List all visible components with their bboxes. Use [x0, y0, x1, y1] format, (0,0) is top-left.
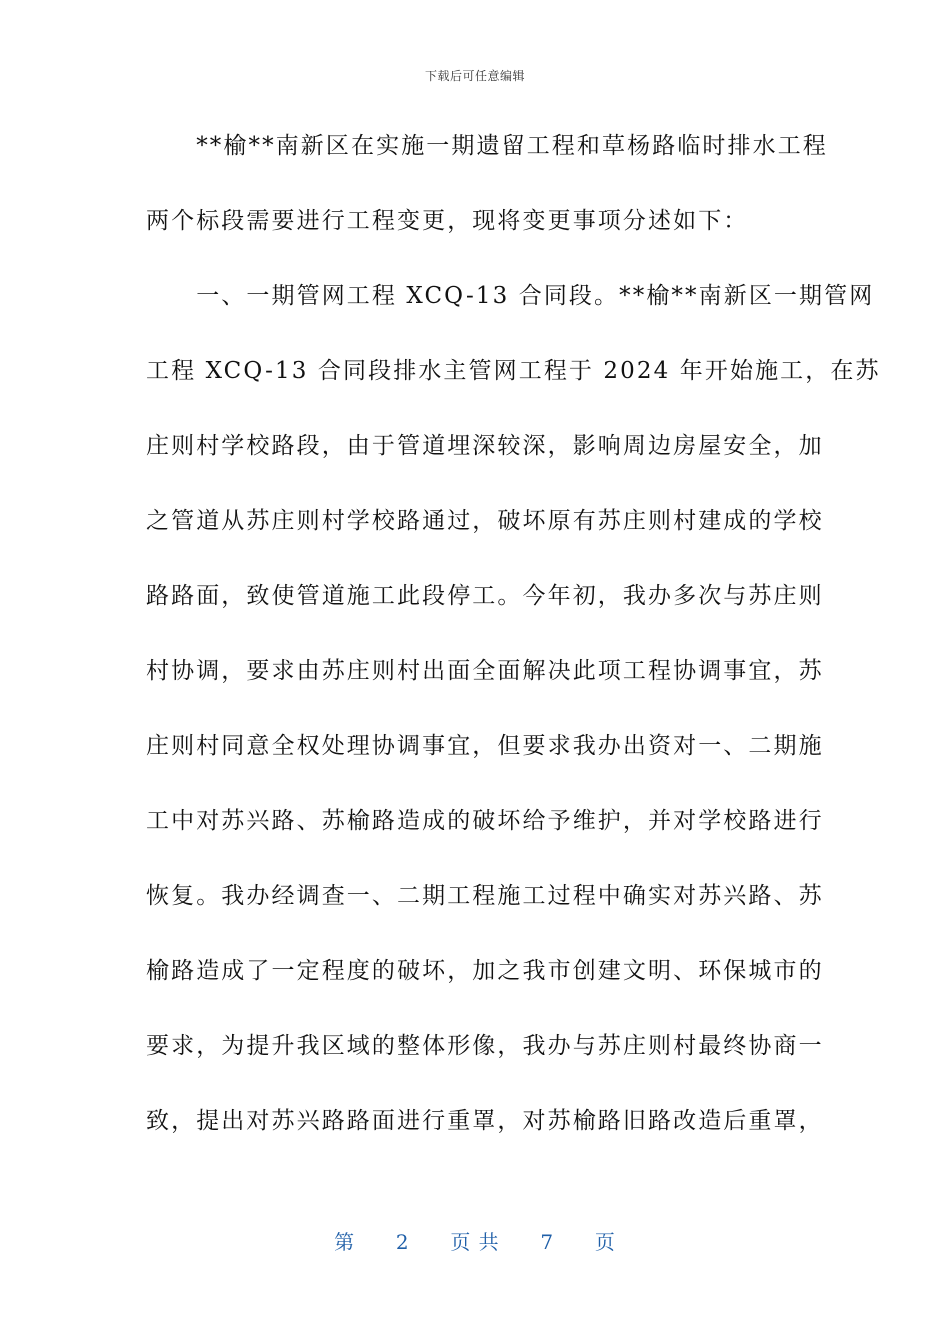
body-line: **榆**南新区在实施一期遗留工程和草杨路临时排水工程: [146, 133, 828, 159]
body-line: 庄则村同意全权处理协调事宜，但要求我办出资对一、二期施: [146, 733, 824, 759]
footer-middle: 页 共: [450, 1230, 500, 1254]
page-header-note: 下载后可任意编辑: [424, 69, 525, 83]
body-line: 两个标段需要进行工程变更，现将变更事项分述如下：: [146, 208, 749, 234]
body-line: 路路面，致使管道施工此段停工。今年初，我办多次与苏庄则: [146, 583, 824, 609]
body-line: 致，提出对苏兴路路面进行重罩，对苏榆路旧路改造后重罩，: [146, 1108, 824, 1134]
body-line: 一、一期管网工程 XCQ-13 合同段。**榆**南新区一期管网: [146, 283, 875, 309]
body-line: 恢复。我办经调查一、二期工程施工过程中确实对苏兴路、苏: [146, 883, 824, 909]
body-line: 之管道从苏庄则村学校路通过，破坏原有苏庄则村建成的学校: [146, 508, 824, 534]
footer-suffix: 页: [594, 1230, 616, 1254]
document-body: [146, 127, 881, 1177]
footer-prefix: 第: [334, 1230, 356, 1254]
total-pages-number: 7: [540, 1230, 555, 1254]
body-line: 榆路造成了一定程度的破坏，加之我市创建文明、环保城市的: [146, 958, 824, 984]
page-number-footer: [0, 1226, 950, 1255]
body-line: 村协调，要求由苏庄则村出面全面解决此项工程协调事宜，苏: [146, 658, 824, 684]
current-page-number: 2: [395, 1230, 410, 1254]
body-line: 要求，为提升我区域的整体形像，我办与苏庄则村最终协商一: [146, 1033, 824, 1059]
body-line: 庄则村学校路段，由于管道埋深较深，影响周边房屋安全，加: [146, 433, 824, 459]
body-line: 工程 XCQ-13 合同段排水主管网工程于 2024 年开始施工，在苏: [146, 358, 881, 384]
body-line: 工中对苏兴路、苏榆路造成的破坏给予维护，并对学校路进行: [146, 808, 824, 834]
